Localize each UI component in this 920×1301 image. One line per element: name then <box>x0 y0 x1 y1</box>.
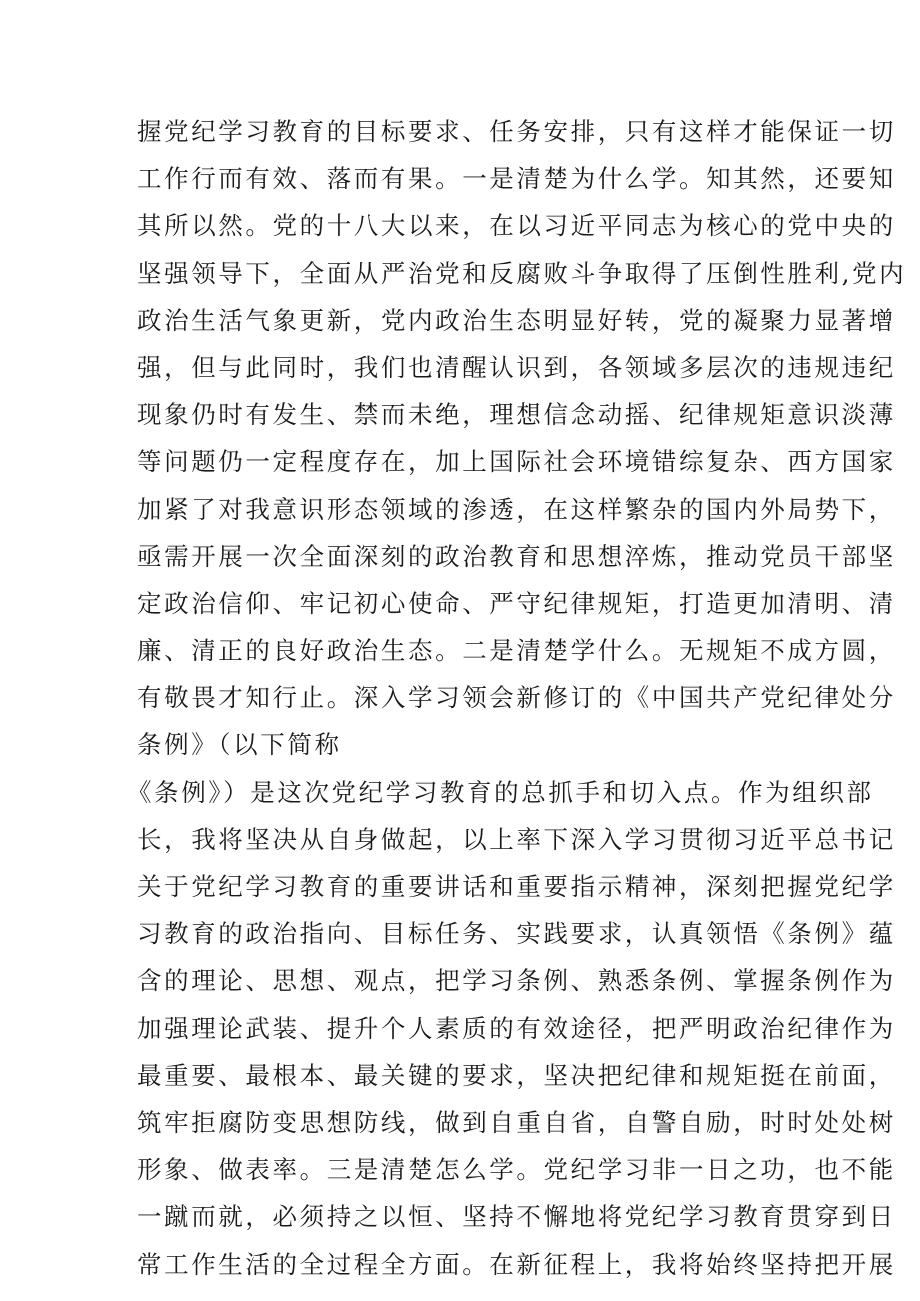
text-line: 习教育的政治指向、目标任务、实践要求，认真领悟《条例》蕴 <box>137 919 896 949</box>
text-line: 《条例》）是这次党纪学习教育的总抓手和切入点。作为组织部 <box>127 777 874 807</box>
text-line: 其所以然。党的十八大以来，在以习近平同志为核心的党中央的 <box>137 211 896 241</box>
text-line: 最重要、最根本、最关键的要求，坚决把纪律和规矩挺在前面， <box>137 1060 896 1090</box>
text-line: 筑牢拒腐防变思想防线，做到自重自省，自警自励，时时处处树 <box>137 1107 896 1137</box>
text-line: 政治生活气象更新，党内政治生态明显好转，党的凝聚力显著增 <box>137 305 896 335</box>
text-line: 常工作生活的全过程全方面。在新征程上，我将始终坚持把开展 <box>137 1249 896 1279</box>
text-line: 现象仍时有发生、禁而未绝，理想信念动摇、纪律规矩意识淡薄 <box>137 400 896 430</box>
text-line: 工作行而有效、落而有果。一是清楚为什么学。知其然，还要知 <box>137 164 896 194</box>
text-line: 亟需开展一次全面深刻的政治教育和思想淬炼，推动党员干部坚 <box>137 541 896 571</box>
text-line: 等问题仍一定程度存在，加上国际社会环境错综复杂、西方国家 <box>137 447 896 477</box>
text-line: 加强理论武装、提升个人素质的有效途径，把严明政治纪律作为 <box>137 1013 896 1043</box>
text-line: 形象、做表率。三是清楚怎么学。党纪学习非一日之功，也不能 <box>137 1155 896 1185</box>
text-line: 定政治信仰、牢记初心使命、严守纪律规矩，打造更加清明、清 <box>137 588 896 618</box>
text-line: 关于党纪学习教育的重要讲话和重要指示精神，深刻把握党纪学 <box>137 872 896 901</box>
text-line: 握党纪学习教育的目标要求、任务安排，只有这样才能保证一切 <box>137 117 896 146</box>
text-line: 强，但与此同时，我们也清醒认识到，各领域多层次的违规违纪 <box>137 352 896 382</box>
text-line: 长，我将坚决从自身做起，以上率下深入学习贯彻习近平总书记 <box>137 824 896 854</box>
text-line: 有敬畏才知行止。深入学习领会新修订的《中国共产党纪律处分 <box>137 683 896 713</box>
text-line: 加紧了对我意识形态领域的渗透，在这样繁杂的国内外局势下， <box>137 494 896 524</box>
text-line: 廉、清正的良好政治生态。二是清楚学什么。无规矩不成方圆， <box>137 636 896 666</box>
body-text <box>127 108 907 1288</box>
text-line: 坚强领导下，全面从严治党和反腐败斗争取得了压倒性胜利,党内 <box>137 258 907 288</box>
text-line: 含的理论、思想、观点，把学习条例、熟悉条例、掌握条例作为 <box>137 966 896 996</box>
text-line: 一蹴而就，必须持之以恒、坚持不懈地将党纪学习教育贯穿到日 <box>137 1202 896 1232</box>
text-line: 条例》（以下简称 <box>137 730 342 760</box>
